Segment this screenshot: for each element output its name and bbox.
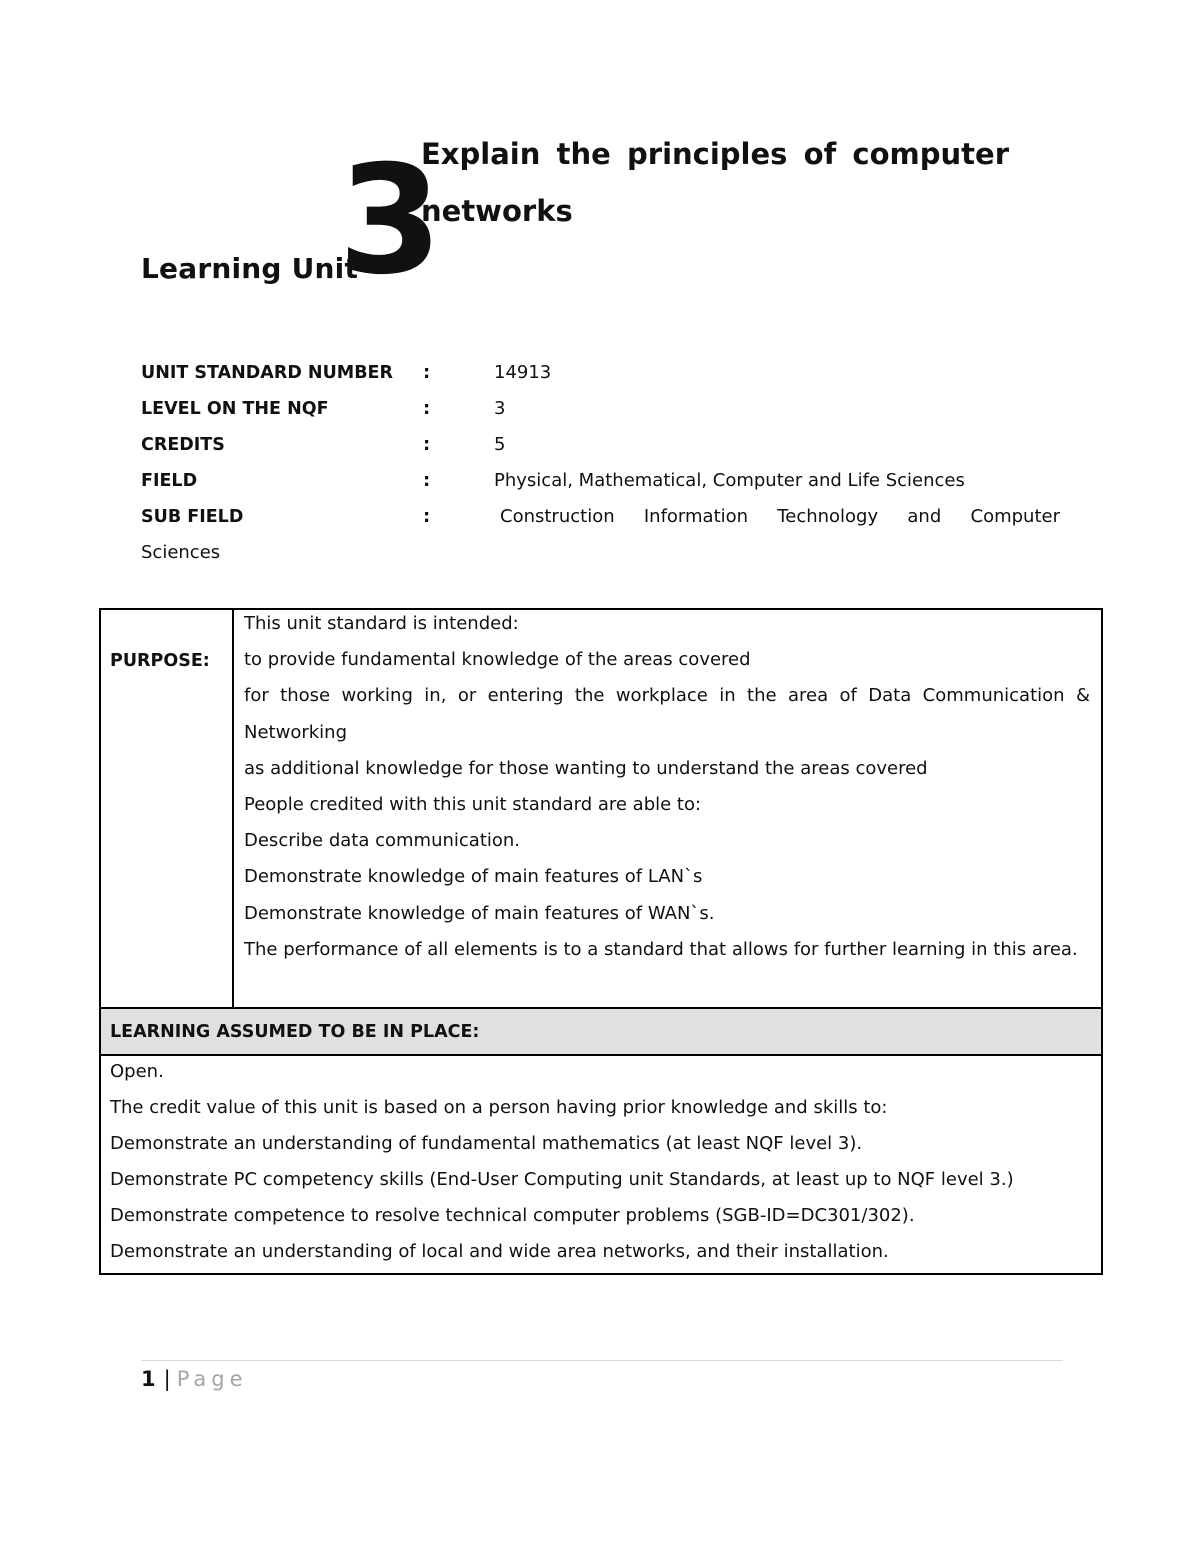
info-label: FIELD (141, 471, 198, 491)
page-footer (141, 1364, 248, 1394)
info-row-unit-standard-number (141, 355, 1061, 391)
info-value: 14913 (494, 362, 552, 383)
purpose-line: Demonstrate knowledge of main features of WAN`s. (244, 902, 715, 924)
info-label: LEVEL ON THE NQF (141, 399, 329, 419)
learning-assumed-content (110, 1054, 1090, 1270)
info-colon: : (423, 398, 431, 419)
info-row-level-on-nqf (141, 391, 1061, 427)
assumed-line: Demonstrate PC competency skills (End-User Computing unit Standards, at least up to NQF level 3.) (110, 1169, 1014, 1190)
purpose-line: for those working in, or entering the workplace in the area of Data Communication & Networking (244, 685, 1090, 743)
info-value: Physical, Mathematical, Computer and Life Sciences (494, 470, 965, 491)
info-colon: : (423, 470, 431, 491)
info-row-sub-field (141, 499, 1061, 535)
info-label: SUB FIELD (141, 507, 244, 527)
info-value: 3 (494, 398, 506, 419)
sub-field-continuation: Sciences (141, 542, 221, 563)
info-row-credits (141, 427, 1061, 463)
info-value: Construction Information Technology and Computer (500, 506, 1060, 527)
assumed-line: Demonstrate competence to resolve technical computer problems (SGB-ID=DC301/302). (110, 1205, 915, 1226)
purpose-line: Demonstrate knowledge of main features of LAN`s (244, 866, 703, 888)
info-value: 5 (494, 434, 506, 455)
purpose-label: PURPOSE: (110, 651, 210, 671)
purpose-line: People credited with this unit standard are able to: (244, 794, 702, 816)
purpose-line: to provide fundamental knowledge of the areas covered (244, 649, 751, 671)
page-word: Page (176, 1367, 248, 1391)
learning-assumed-header (101, 1007, 1101, 1056)
info-colon: : (423, 506, 431, 527)
purpose-line: Describe data communication. (244, 830, 521, 852)
purpose-content (244, 606, 1090, 968)
info-colon: : (423, 362, 431, 383)
assumed-line: Open. (110, 1061, 164, 1082)
footer-separator: | (163, 1367, 171, 1391)
page-number: 1 (141, 1367, 156, 1391)
info-row-field (141, 463, 1061, 499)
purpose-line: The performance of all elements is to a standard that allows for further learning in this area. (244, 938, 1078, 960)
purpose-line: as additional knowledge for those wanting to understand the areas covered (244, 757, 928, 779)
learning-unit-number: 3 (338, 134, 443, 308)
purpose-label-cell (101, 610, 234, 1007)
info-colon: : (423, 434, 431, 455)
info-label: CREDITS (141, 435, 225, 455)
assumed-line: The credit value of this unit is based on a person having prior knowledge and skills to: (110, 1097, 888, 1118)
assumed-line: Demonstrate an understanding of fundamental mathematics (at least NQF level 3). (110, 1133, 863, 1154)
learning-assumed-title: LEARNING ASSUMED TO BE IN PLACE: (110, 1022, 480, 1042)
info-label: UNIT STANDARD NUMBER (141, 363, 393, 383)
footer-divider (141, 1360, 1063, 1361)
purpose-line: This unit standard is intended: (244, 613, 519, 634)
unit-title: Explain the principles of computer networks (421, 137, 1009, 228)
unit-standard-table (99, 608, 1103, 1275)
assumed-line: Demonstrate an understanding of local and wide area networks, and their installation. (110, 1241, 889, 1262)
learning-unit-label: Learning Unit (141, 252, 359, 285)
